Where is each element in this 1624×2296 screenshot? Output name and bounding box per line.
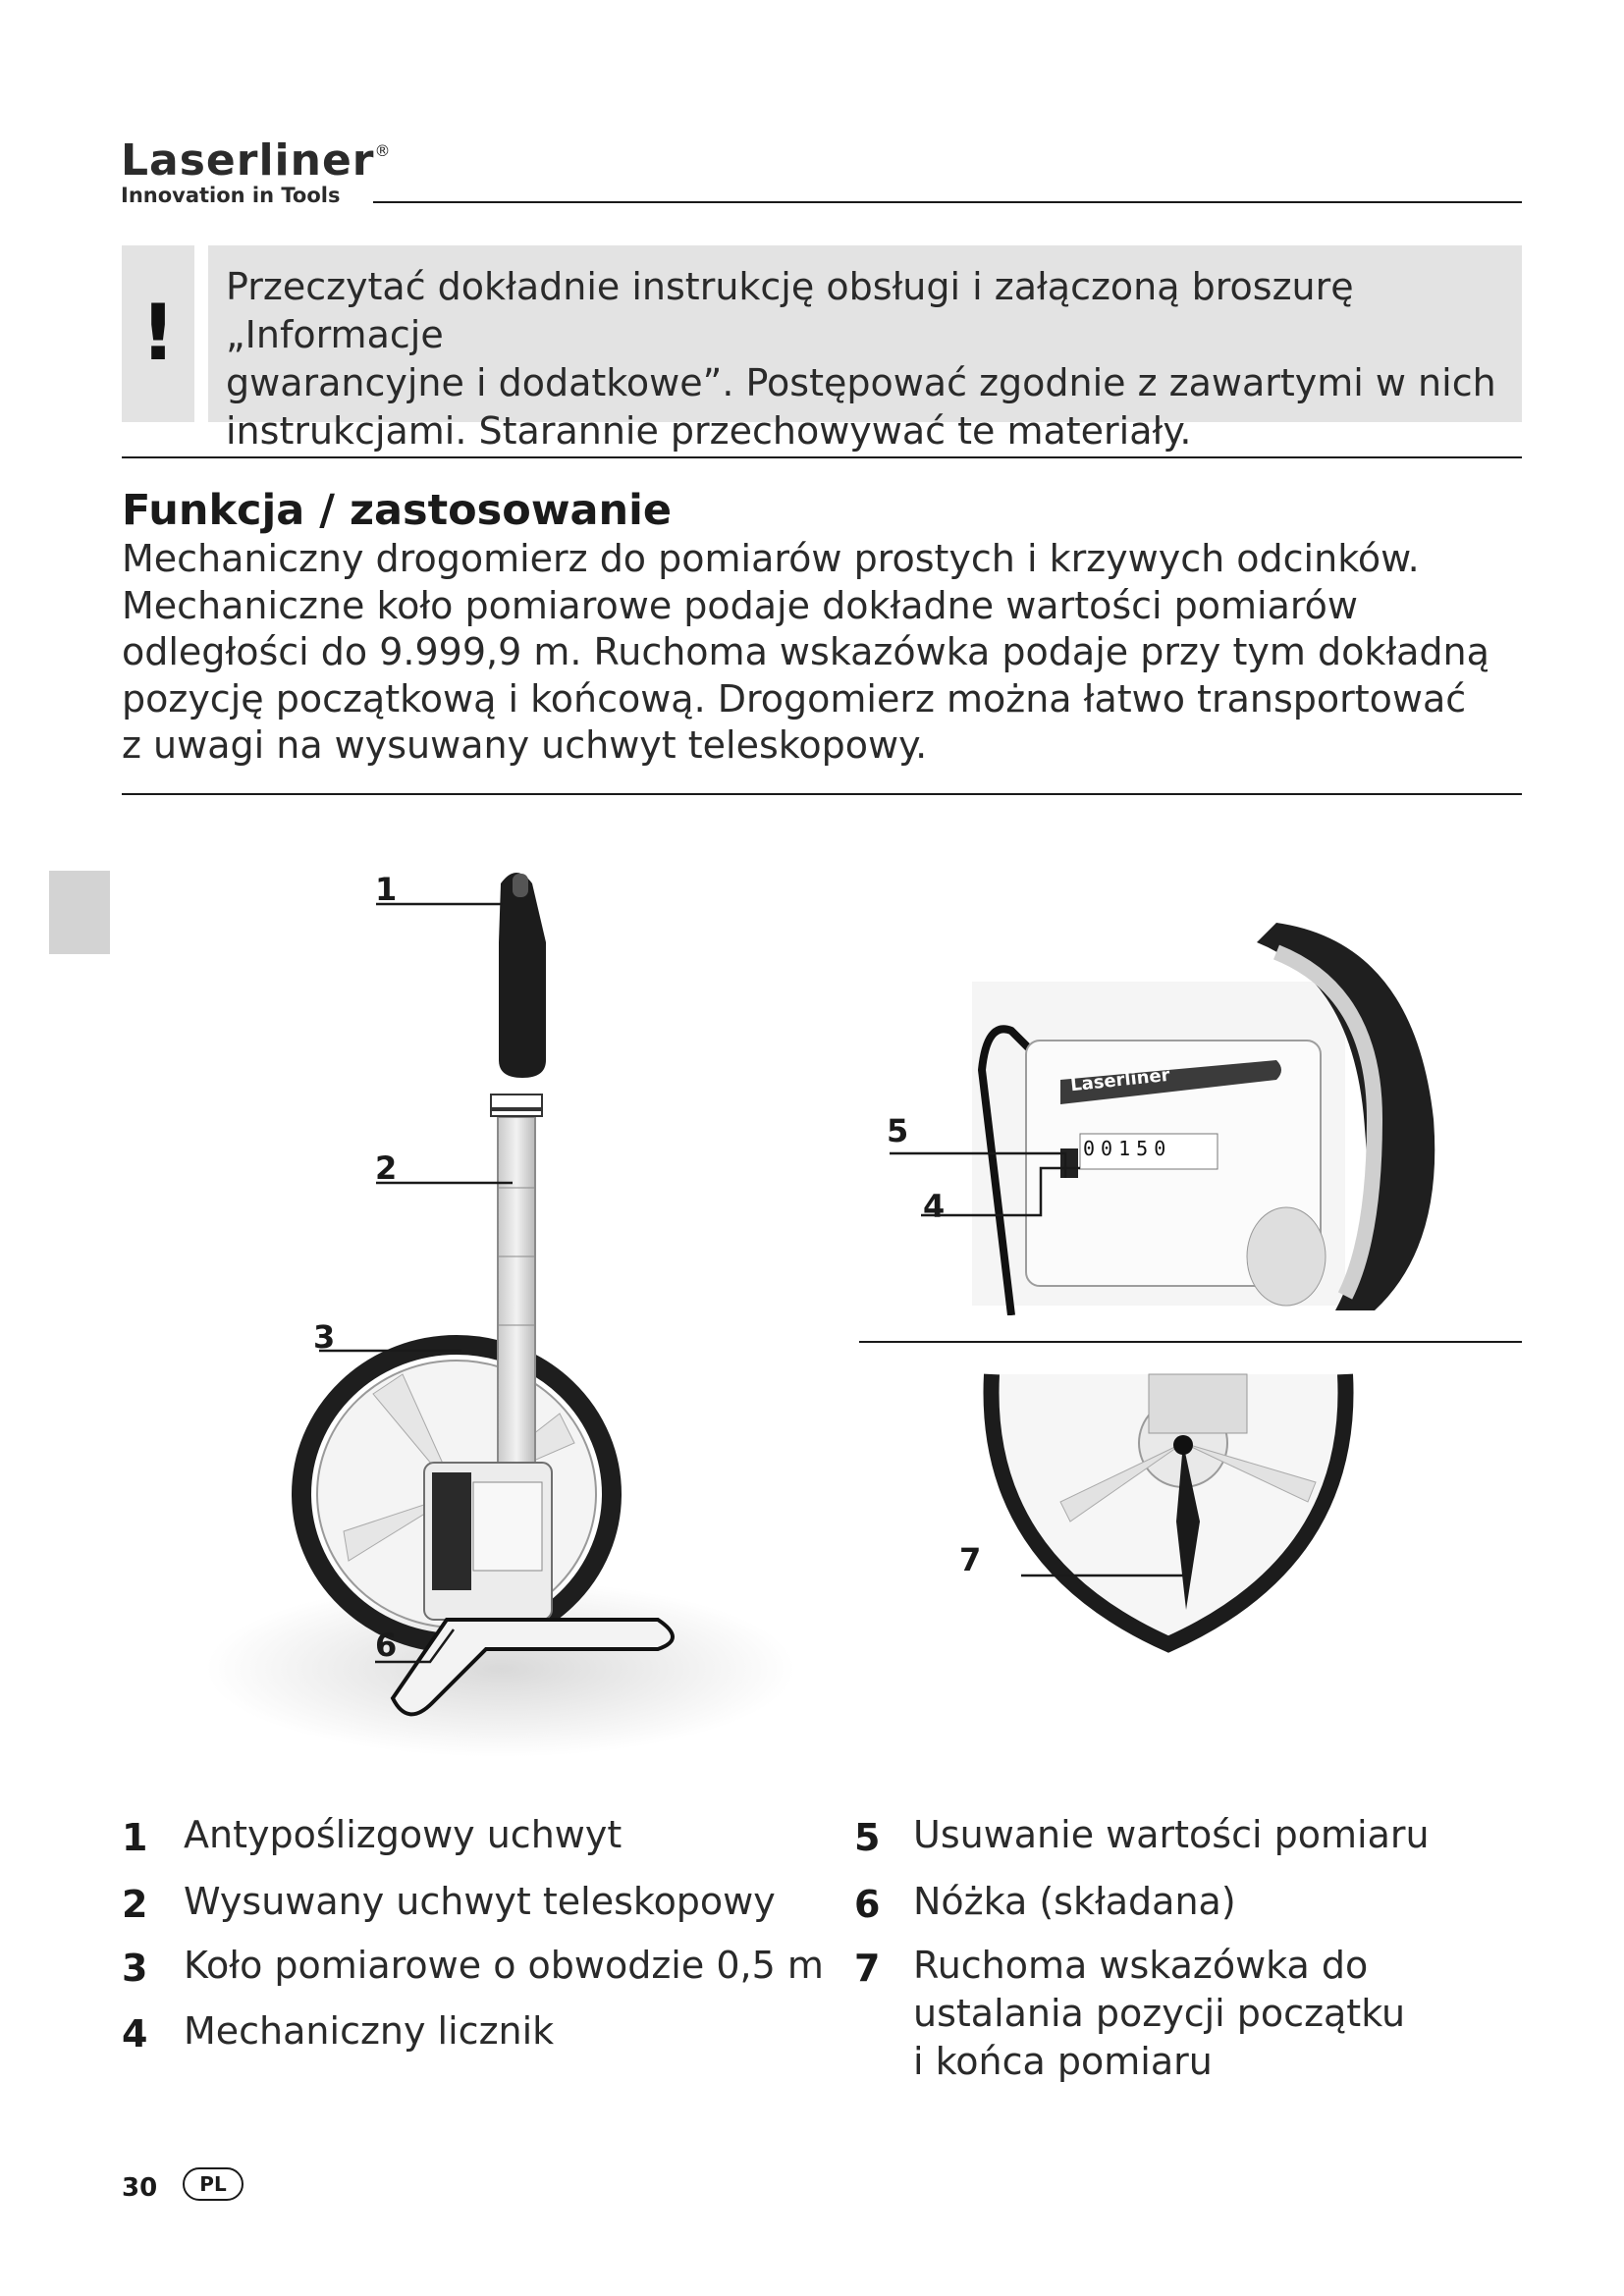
- legend-item-5: [913, 1811, 1430, 1859]
- legend-item-4: [184, 2007, 554, 2056]
- registered-mark: ®: [374, 141, 392, 160]
- callout-6: 6: [375, 1627, 398, 1664]
- body-line: Mechaniczny drogomierz do pomiarów prostych i krzywych odcinków.: [122, 537, 1420, 580]
- legend-number: 4: [122, 2012, 148, 2056]
- counter-digit: 1: [1118, 1137, 1137, 1160]
- legend-label: Mechaniczny licznik: [184, 2009, 555, 2053]
- legend-label: ustalania pozycji początku: [913, 1992, 1406, 2035]
- warning-icon: !: [122, 245, 194, 422]
- body-line: Mechaniczne koło pomiarowe podaje dokładne wartości pomiarów: [122, 583, 1359, 627]
- legend-number: 3: [122, 1947, 148, 1990]
- legend-number: 6: [854, 1883, 881, 1926]
- page-number: 30: [122, 2173, 158, 2203]
- chapter-tab: [49, 871, 110, 954]
- callout-1: 1: [375, 871, 398, 908]
- legend-label: i końca pomiaru: [913, 2040, 1213, 2083]
- legend-item-7: [913, 1942, 1405, 2086]
- warning-line: Przeczytać dokładnie instrukcję obsługi i załączoną broszurę „Informacje: [226, 265, 1354, 356]
- section-title: Funkcja / zastosowanie: [122, 486, 673, 535]
- brand-name: Laserliner: [121, 135, 375, 186]
- legend-number: 5: [854, 1816, 881, 1859]
- figure-divider: [859, 1341, 1522, 1343]
- brand-logo: [121, 135, 392, 186]
- callout-2: 2: [375, 1149, 398, 1187]
- legend-label: Usuwanie wartości pomiaru: [913, 1813, 1430, 1856]
- body-line: pozycję początkową i końcową. Drogomierz można łatwo transportować: [122, 676, 1467, 721]
- warning-line: instrukcjami. Starannie przechowywać te materiały.: [226, 409, 1192, 453]
- body-line: odległości do 9.999,9 m. Ruchoma wskazówka podaje przy tym dokładną: [122, 630, 1489, 673]
- header-rule: [373, 201, 1522, 203]
- language-badge: PL: [183, 2167, 244, 2201]
- brand-tagline: Innovation in Tools: [121, 184, 341, 207]
- divider: [122, 456, 1522, 458]
- legend-label: Ruchoma wskazówka do: [913, 1944, 1369, 1987]
- section-body: [122, 536, 1516, 770]
- divider: [122, 793, 1522, 795]
- callout-4: 4: [923, 1188, 946, 1225]
- counter-brand-label: Laserliner: [1069, 1064, 1171, 1096]
- callout-3: 3: [313, 1318, 336, 1356]
- measuring-wheel-illustration: [196, 844, 805, 1787]
- legend-label: Nóżka (składana): [913, 1880, 1236, 1923]
- legend-label: Antypoślizgowy uchwyt: [184, 1813, 623, 1856]
- legend-label: Wysuwany uchwyt teleskopowy: [184, 1880, 776, 1923]
- legend-label: Koło pomiarowe o obwodzie 0,5 m: [184, 1944, 824, 1987]
- warning-text: [226, 263, 1512, 455]
- pointer-closeup-illustration: [943, 1364, 1394, 1659]
- legend-item-6: [913, 1878, 1236, 1926]
- legend-item-1: [184, 1811, 622, 1859]
- counter-digit: 0: [1101, 1137, 1119, 1160]
- counter-digit: 0: [1083, 1137, 1102, 1160]
- callout-5: 5: [887, 1112, 909, 1149]
- counter-digit: 5: [1136, 1137, 1155, 1160]
- warning-line: gwarancyjne i dodatkowe”. Postępować zgodnie z zawartymi w nich: [226, 361, 1496, 404]
- legend-item-3: [184, 1942, 824, 1990]
- callout-7: 7: [959, 1541, 982, 1578]
- counter-closeup-illustration: [864, 923, 1453, 1315]
- legend-number: 1: [122, 1816, 148, 1859]
- legend-number: 7: [854, 1947, 881, 1990]
- legend-number: 2: [122, 1883, 148, 1926]
- legend-item-2: [184, 1878, 776, 1926]
- counter-display: [1083, 1137, 1171, 1160]
- body-line: z uwagi na wysuwany uchwyt teleskopowy.: [122, 723, 928, 767]
- counter-digit: 0: [1154, 1137, 1172, 1160]
